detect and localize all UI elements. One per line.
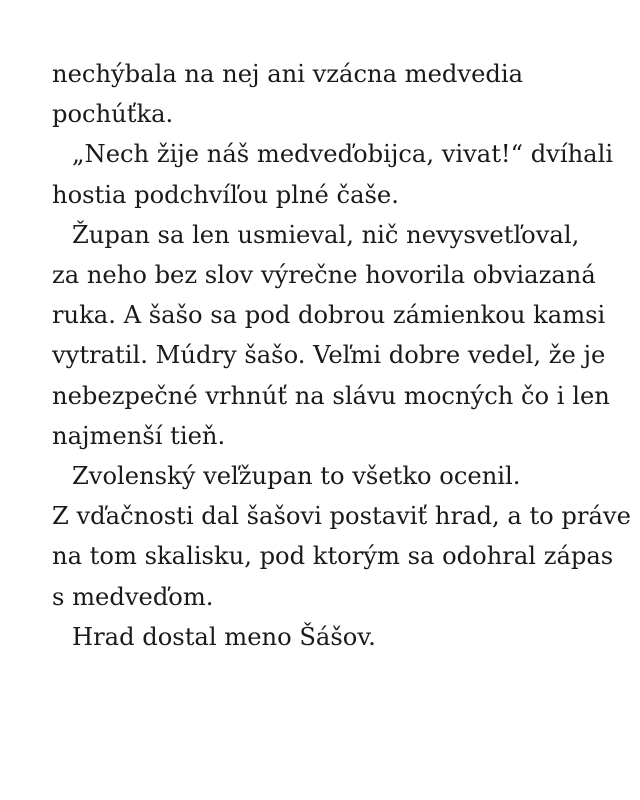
body-text	[52, 54, 631, 657]
text-line: najmenší tieň.	[52, 421, 226, 450]
text-line: „Nech žije náš medveďobijca, vivat!“ dvíhali	[72, 140, 614, 169]
text-line: Župan sa len usmieval, nič nevysvetľoval,	[72, 220, 580, 249]
text-line: na tom skalisku, pod ktorým sa odohral zápas	[52, 542, 614, 571]
text-line: s medveďom.	[52, 582, 214, 611]
text-line: ruka. A šašo sa pod dobrou zámienkou kamsi	[52, 301, 606, 330]
text-line: vytratil. Múdry šašo. Veľmi dobre vedel, že je	[52, 341, 606, 370]
text-line: pochúťka.	[52, 100, 174, 129]
text-line: hostia podchvíľou plné čaše.	[52, 180, 399, 209]
text-line: Hrad dostal meno Šášov.	[72, 622, 376, 651]
text-line: Z vďačnosti dal šašovi postaviť hrad, a to práve	[52, 502, 631, 531]
text-line: Zvolenský veľžupan to všetko ocenil.	[72, 462, 521, 491]
text-line: nechýbala na nej ani vzácna medvedia	[52, 60, 524, 88]
text-line: nebezpečné vrhnúť na slávu mocných čo i len	[52, 381, 610, 410]
text-line: za neho bez slov výrečne hovorila obviazaná	[52, 261, 596, 290]
